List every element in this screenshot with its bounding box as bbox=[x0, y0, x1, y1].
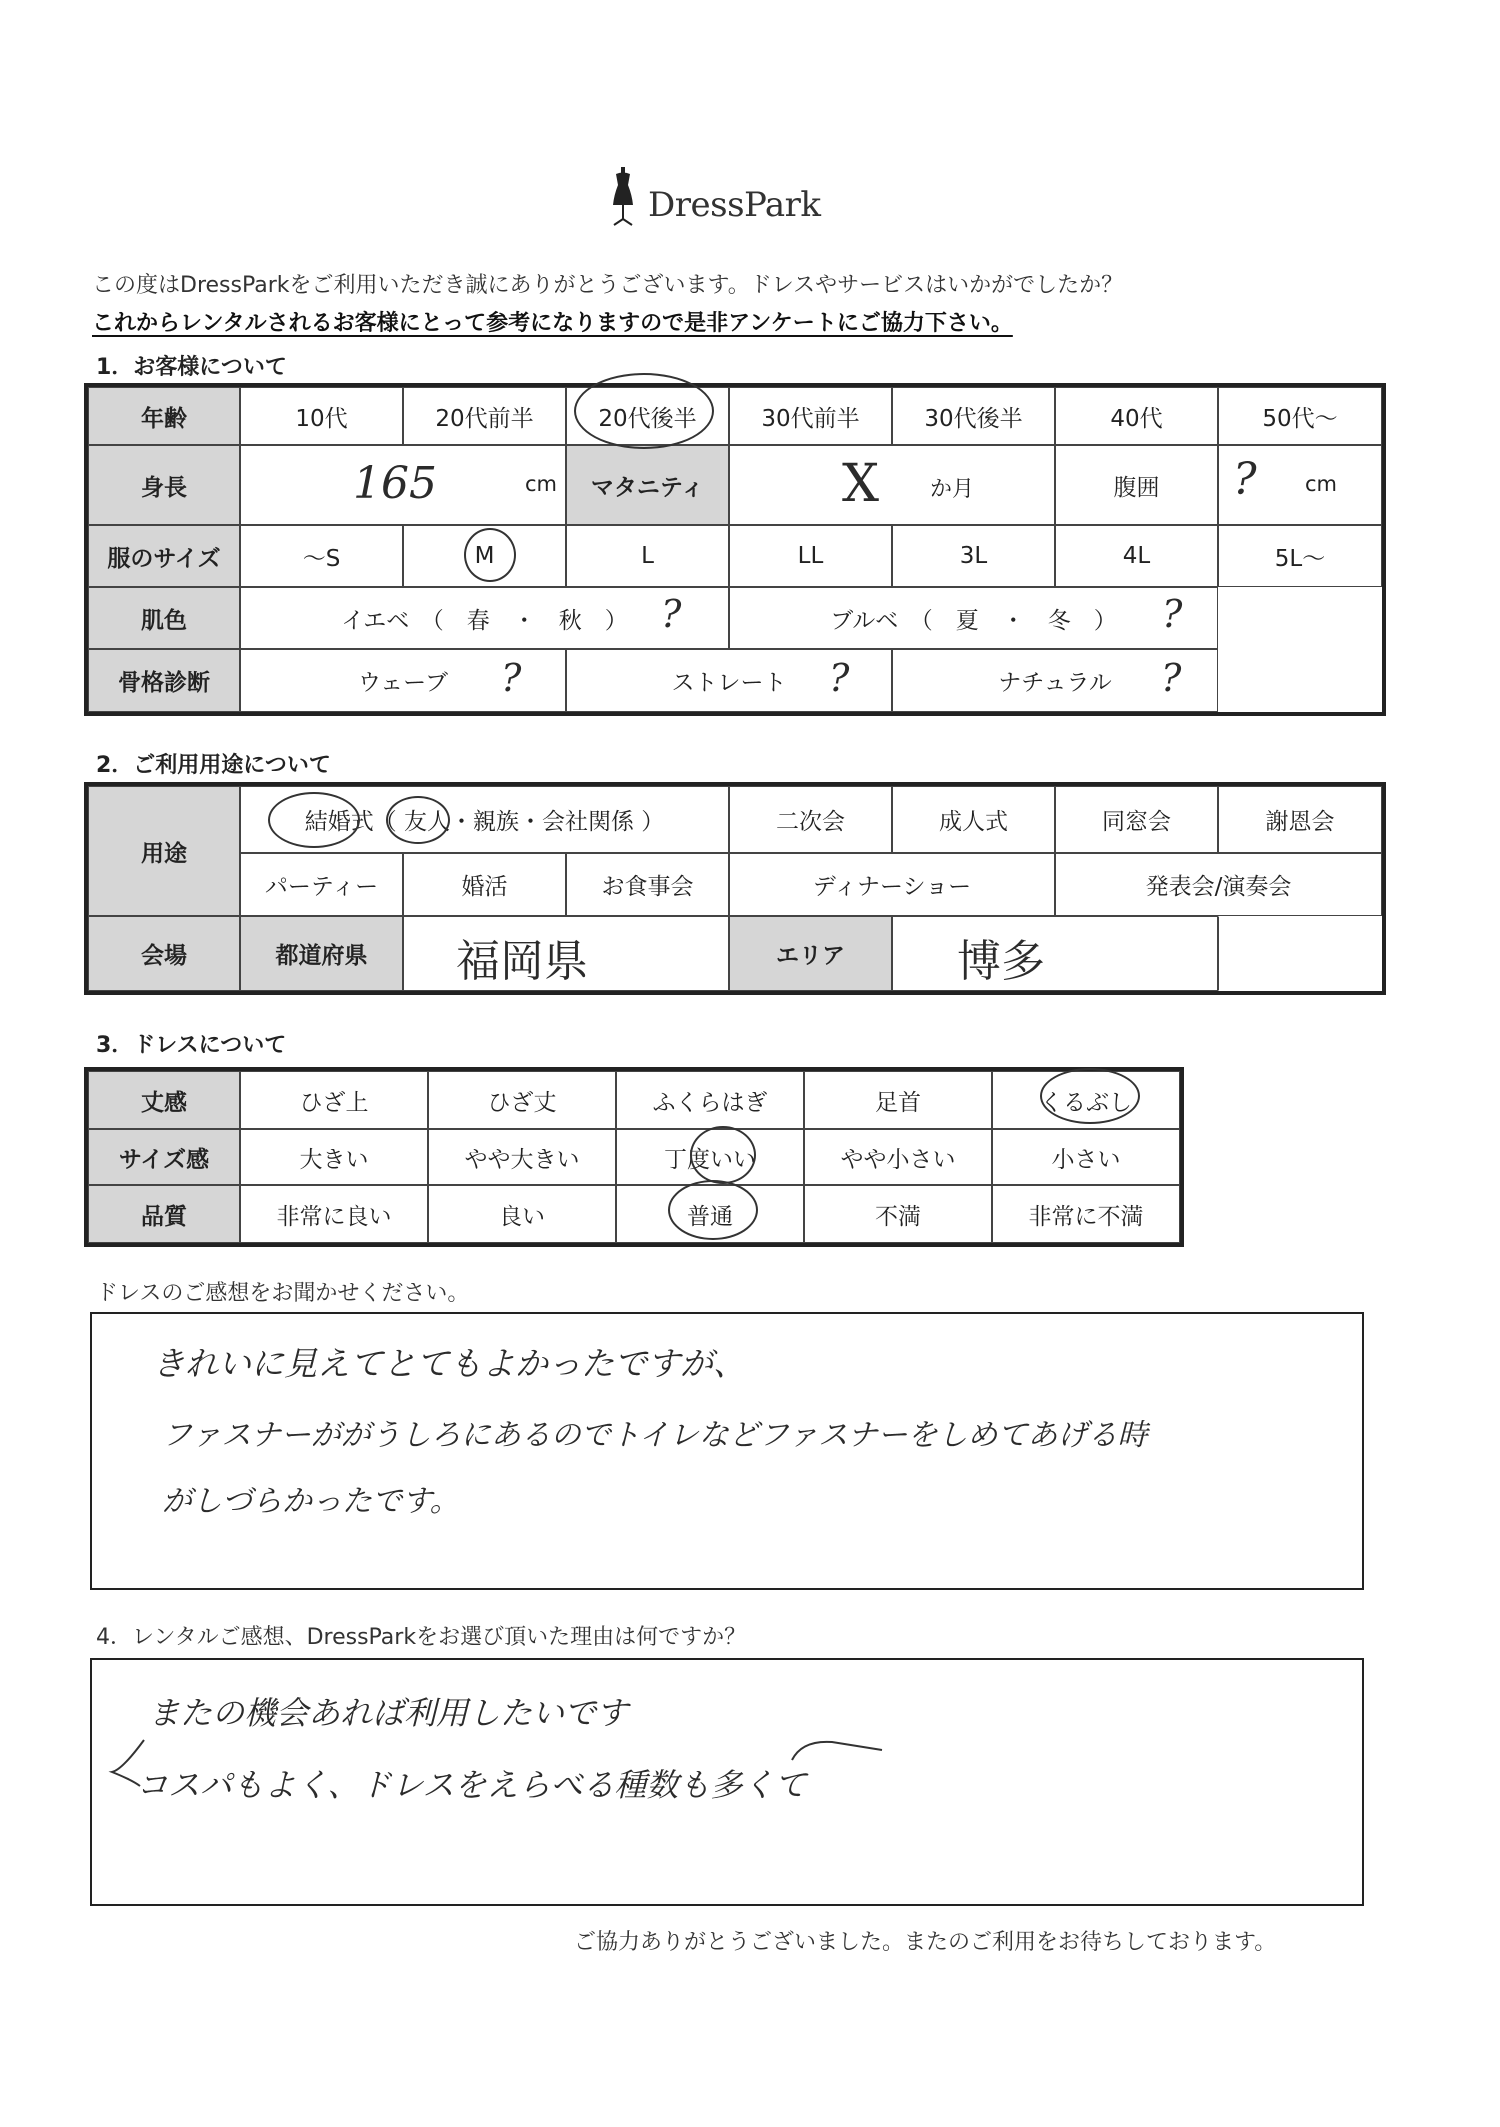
length-option[interactable]: ひざ丈 bbox=[428, 1071, 616, 1129]
size-option[interactable]: L bbox=[566, 525, 729, 587]
area-value: 博多 bbox=[957, 936, 1045, 987]
frame-option-wave-text: ウェーブ bbox=[358, 670, 448, 696]
size-label: 服のサイズ bbox=[88, 525, 240, 587]
age-option[interactable]: 30代後半 bbox=[892, 387, 1055, 445]
impressions-line-1: きれいに見えてとてもよかったですが、 bbox=[152, 1344, 746, 1383]
size-option[interactable]: 5L～ bbox=[1218, 525, 1382, 587]
usage-option[interactable]: パーティー bbox=[240, 853, 403, 916]
frame-option-straight-text: ストレート bbox=[671, 670, 787, 696]
area-label: エリア bbox=[729, 916, 892, 991]
frame-label: 骨格診断 bbox=[88, 649, 240, 712]
size-option-selected[interactable]: M bbox=[403, 525, 566, 587]
fit-option-selected[interactable]: 丁度いい bbox=[616, 1129, 804, 1185]
skin-label: 肌色 bbox=[88, 587, 240, 649]
size-option[interactable]: LL bbox=[729, 525, 892, 587]
prefecture-value: 福岡県 bbox=[456, 936, 588, 987]
usage-option[interactable]: 婚活 bbox=[403, 853, 566, 916]
quality-label: 品質 bbox=[88, 1185, 240, 1243]
size-option[interactable]: ～S bbox=[240, 525, 403, 587]
usage-option[interactable]: 謝恩会 bbox=[1218, 786, 1382, 853]
frame-mark-straight: ? bbox=[829, 656, 850, 700]
skin-option-blue[interactable] bbox=[729, 587, 1218, 649]
length-label: 丈感 bbox=[88, 1071, 240, 1129]
age-option-selected[interactable]: 20代後半 bbox=[566, 387, 729, 445]
prefecture-label: 都道府県 bbox=[240, 916, 403, 991]
quality-option-selected[interactable]: 普通 bbox=[616, 1185, 804, 1243]
venue-label: 会場 bbox=[88, 916, 240, 991]
customer-table bbox=[84, 383, 1386, 716]
quality-option[interactable]: 非常に不満 bbox=[992, 1185, 1180, 1243]
section-3-title: 3．ドレスについて bbox=[96, 1033, 287, 1058]
maternity-unit: か月 bbox=[930, 477, 975, 502]
section-2-title: 2．ご利用用途について bbox=[96, 753, 331, 778]
logo-text: DressPark bbox=[648, 185, 821, 225]
frame-option-wave[interactable] bbox=[240, 649, 566, 712]
intro-line-2: これからレンタルされるお客様にとって参考になりますので是非アンケートにご協力下さい。 bbox=[92, 311, 1013, 336]
height-unit: cm bbox=[524, 472, 557, 496]
usage-option[interactable]: 成人式 bbox=[892, 786, 1055, 853]
length-option[interactable]: ひざ上 bbox=[240, 1071, 428, 1129]
quality-option[interactable]: 非常に良い bbox=[240, 1185, 428, 1243]
venue-blank bbox=[1218, 916, 1382, 991]
size-option[interactable]: 3L bbox=[892, 525, 1055, 587]
intro-line-1: この度はDressParkをご利用いただき誠にありがとうございます。ドレスやサービスはいかがでしたか？ bbox=[92, 273, 1124, 298]
area-field[interactable] bbox=[892, 916, 1218, 991]
section-1-title: 1．お客様について bbox=[96, 355, 287, 380]
fit-label: サイズ感 bbox=[88, 1129, 240, 1185]
height-label: 身長 bbox=[88, 445, 240, 525]
length-option-selected[interactable]: くるぶし bbox=[992, 1071, 1180, 1129]
impressions-line-3: がしづらかったです。 bbox=[162, 1484, 460, 1519]
usage-option[interactable]: ディナーショー bbox=[729, 853, 1055, 916]
fit-option[interactable]: 大きい bbox=[240, 1129, 428, 1185]
usage-option[interactable]: 発表会/演奏会 bbox=[1055, 853, 1382, 916]
frame-option-natural[interactable] bbox=[892, 649, 1218, 712]
waist-field[interactable] bbox=[1218, 445, 1382, 525]
skin-option-blue-text: ブルベ （ 夏 ・ 冬 ） bbox=[830, 607, 1117, 634]
usage-label: 用途 bbox=[88, 786, 240, 916]
age-option[interactable]: 10代 bbox=[240, 387, 403, 445]
maternity-value: X bbox=[842, 454, 880, 514]
frame-option-straight[interactable] bbox=[566, 649, 892, 712]
reasons-box[interactable] bbox=[90, 1658, 1364, 1906]
length-option[interactable]: ふくらはぎ bbox=[616, 1071, 804, 1129]
usage-wedding[interactable]: 結婚式（ 友人・親族・会社関係 ） bbox=[240, 786, 729, 853]
frame-option-natural-text: ナチュラル bbox=[998, 670, 1112, 696]
usage-option[interactable]: 同窓会 bbox=[1055, 786, 1218, 853]
height-value: 165 bbox=[353, 458, 437, 509]
waist-label: 腹囲 bbox=[1055, 445, 1218, 525]
dress-table bbox=[84, 1067, 1184, 1247]
impressions-line-2: ファスナーががうしろにあるのでトイレなどファスナーをしめてあげる時 bbox=[162, 1418, 1148, 1453]
logo bbox=[608, 163, 868, 233]
age-label: 年齢 bbox=[88, 387, 240, 445]
quality-option[interactable]: 良い bbox=[428, 1185, 616, 1243]
bracket-stroke bbox=[92, 1660, 912, 1810]
maternity-field[interactable] bbox=[729, 445, 1055, 525]
reasons-line-2: コスパもよく、ドレスをえらべる種数も多くて bbox=[136, 1766, 807, 1804]
age-option[interactable]: 20代前半 bbox=[403, 387, 566, 445]
impressions-label: ドレスのご感想をお聞かせください。 bbox=[96, 1281, 470, 1306]
height-field[interactable] bbox=[240, 445, 566, 525]
skin-option-yellow-text: イエベ （ 春 ・ 秋 ） bbox=[341, 607, 628, 634]
footer-thanks: ご協力ありがとうございました。またのご利用をお待ちしております。 bbox=[574, 1930, 1277, 1955]
impressions-box[interactable] bbox=[90, 1312, 1364, 1590]
reasons-line-1: またの機会あれば利用したいです bbox=[148, 1694, 629, 1732]
fit-option[interactable]: 小さい bbox=[992, 1129, 1180, 1185]
skin-option-yellow[interactable] bbox=[240, 587, 729, 649]
waist-value: ? bbox=[1233, 454, 1257, 505]
waist-unit: cm bbox=[1305, 472, 1338, 496]
age-option[interactable]: 50代～ bbox=[1218, 387, 1382, 445]
fit-option[interactable]: やや大きい bbox=[428, 1129, 616, 1185]
dress-form-icon bbox=[608, 167, 638, 227]
usage-table bbox=[84, 782, 1386, 995]
maternity-label: マタニティ bbox=[566, 445, 729, 525]
usage-option[interactable]: お食事会 bbox=[566, 853, 729, 916]
section-4-title: 4．レンタルご感想、DressParkをお選び頂いた理由は何ですか？ bbox=[96, 1625, 747, 1650]
skin-mark-yellow: ? bbox=[661, 592, 682, 636]
usage-option[interactable]: 二次会 bbox=[729, 786, 892, 853]
age-option[interactable]: 30代前半 bbox=[729, 387, 892, 445]
quality-option[interactable]: 不満 bbox=[804, 1185, 992, 1243]
age-option[interactable]: 40代 bbox=[1055, 387, 1218, 445]
size-option[interactable]: 4L bbox=[1055, 525, 1218, 587]
skin-mark-blue: ? bbox=[1162, 592, 1183, 636]
prefecture-field[interactable] bbox=[403, 916, 729, 991]
length-option[interactable]: 足首 bbox=[804, 1071, 992, 1129]
fit-option[interactable]: やや小さい bbox=[804, 1129, 992, 1185]
frame-mark-wave: ? bbox=[501, 656, 522, 700]
frame-mark-natural: ? bbox=[1161, 656, 1182, 700]
